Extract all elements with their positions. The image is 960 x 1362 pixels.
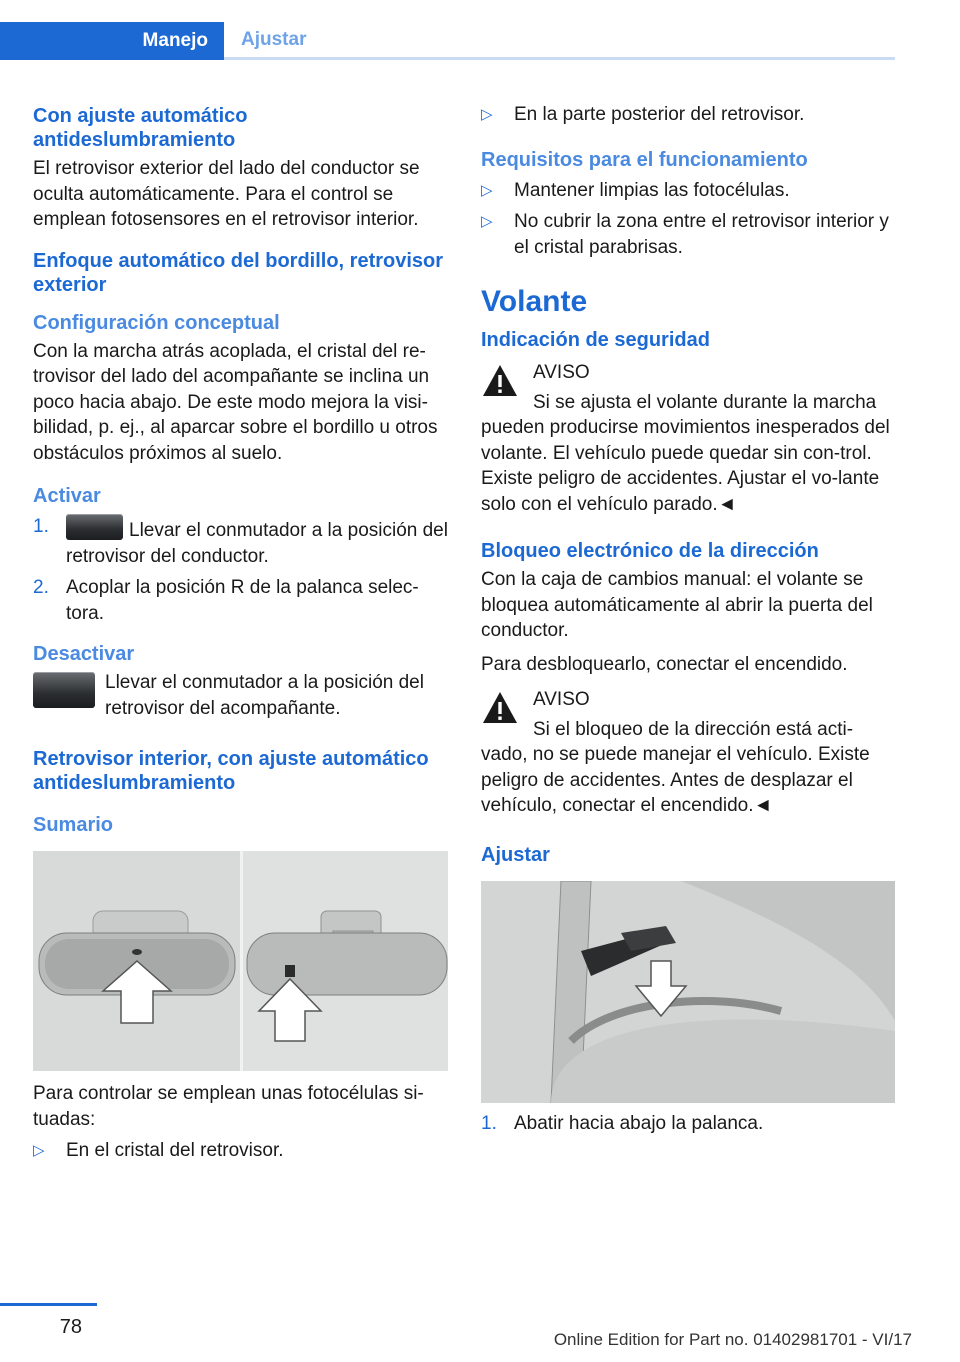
step-number: 1. — [33, 516, 49, 537]
heading-lock: Bloqueo electrónico de la dirección — [481, 540, 819, 562]
bullet-triangle-icon: ▷ — [33, 1142, 45, 1159]
requirements-list — [481, 178, 895, 261]
heading-safety: Indicación de seguridad — [481, 329, 710, 351]
adjust-steps — [481, 1111, 895, 1137]
warning-text: Si se ajusta el volante durante la marcha pueden producirse movimientos inesperados del volante. El vehículo puede quedar sin con-trol. Existe peligro de accidentes. Ajustar el vo-lante solo con el vehículo parado.◄ — [481, 391, 890, 515]
heading-concept: Configuración conceptual — [33, 311, 280, 334]
list-item — [33, 514, 448, 569]
tab-ajustar[interactable]: Ajustar — [224, 22, 895, 60]
warning-triangle-icon — [481, 362, 519, 400]
list-item — [481, 102, 895, 128]
warning-block-2 — [481, 687, 895, 819]
heading-requirements: Requisitos para el funcionamiento — [481, 148, 808, 171]
list-text: En la parte posterior del retrovisor. — [514, 104, 805, 125]
heading-curb: Enfoque automático del bordillo, retrovisor exterior — [33, 249, 444, 296]
list-item — [33, 1138, 448, 1164]
heading-interior-mirror: Retrovisor interior, con ajuste automático antideslumbramiento — [33, 748, 429, 794]
bullet-triangle-icon: ▷ — [481, 106, 493, 123]
left-column — [33, 96, 448, 1170]
heading-adjust: Ajustar — [481, 843, 550, 866]
edition-note: Online Edition for Part no. 01402981701 - VI/17 — [553, 1330, 912, 1349]
paragraph-summary: Para controlar se emplean unas fotocélulas si-tuadas: — [33, 1083, 424, 1130]
footer-rule — [0, 1303, 97, 1306]
heading-auto-mirror: Con ajuste automático antideslumbramiento — [33, 105, 248, 151]
list-item — [481, 178, 895, 204]
tab-manejo[interactable]: Manejo — [0, 22, 224, 60]
heading-activate: Activar — [33, 485, 101, 507]
list-text: No cubrir la zona entre el retrovisor interior y el cristal parabrisas. — [514, 211, 889, 258]
bullet-triangle-icon: ▷ — [481, 181, 493, 199]
bullet-triangle-icon: ▷ — [481, 213, 493, 230]
list-item — [33, 575, 448, 626]
warning-triangle-icon — [481, 689, 519, 727]
step-number: 1. — [481, 1112, 497, 1134]
warning-block-1 — [481, 360, 895, 517]
header-tabs — [0, 22, 895, 60]
list-item — [481, 209, 895, 260]
paragraph-deactivate: Llevar el conmutador a la posición del retrovisor del acompañante. — [105, 672, 424, 719]
warning-label: AVISO — [533, 362, 590, 383]
heading-wheel: Volante — [481, 285, 588, 318]
right-column — [481, 96, 895, 1142]
summary-list-cont — [481, 102, 895, 128]
warning-text: Si el bloqueo de la dirección está acti-vado, no se puede manejar el vehículo. Existe peligro de accidentes. Antes de desplazar el vehículo, conectar el encendido.◄ — [481, 718, 870, 816]
mirror-switch-icon — [66, 514, 123, 540]
step-text: Acoplar la posición R de la palanca selec-tora. — [66, 577, 419, 624]
page-number: 78 — [59, 1316, 82, 1338]
step-number: 2. — [33, 577, 49, 598]
list-text: En el cristal del retrovisor. — [66, 1140, 284, 1161]
step-text: Llevar el conmutador a la posición del retrovisor del conductor. — [66, 520, 448, 567]
paragraph-concept: Con la marcha atrás acoplada, el cristal del re-trovisor del lado del acompañante se inclina un poco hacia abajo. De este modo mejora la visi-bilidad, p. ej., al aparcar sobre el bordillo u otros obstáculos próximos al suelo. — [33, 340, 438, 464]
steering-lever-photo — [481, 881, 895, 1103]
deactivate-block — [33, 670, 448, 721]
paragraph-auto-mirror: El retrovisor exterior del lado del conductor se oculta automáticamente. Para el control se emplean fotosensores en el retrovisor interior. — [33, 158, 420, 230]
warning-label: AVISO — [533, 689, 590, 710]
heading-deactivate: Desactivar — [33, 643, 135, 665]
step-text: Abatir hacia abajo la palanca. — [514, 1112, 764, 1134]
interior-mirror-photo — [33, 851, 448, 1071]
activate-steps — [33, 514, 448, 626]
mirror-switch-icon — [33, 672, 95, 708]
summary-list — [33, 1138, 448, 1164]
list-text: Mantener limpias las fotocélulas. — [514, 179, 790, 201]
list-item — [481, 1111, 895, 1137]
heading-summary: Sumario — [33, 814, 114, 836]
paragraph-lock-1: Con la caja de cambios manual: el volante se bloquea automáticamente al abrir la puerta del conductor. — [481, 569, 873, 641]
paragraph-lock-2: Para desbloquearlo, conectar el encendido. — [481, 653, 848, 675]
